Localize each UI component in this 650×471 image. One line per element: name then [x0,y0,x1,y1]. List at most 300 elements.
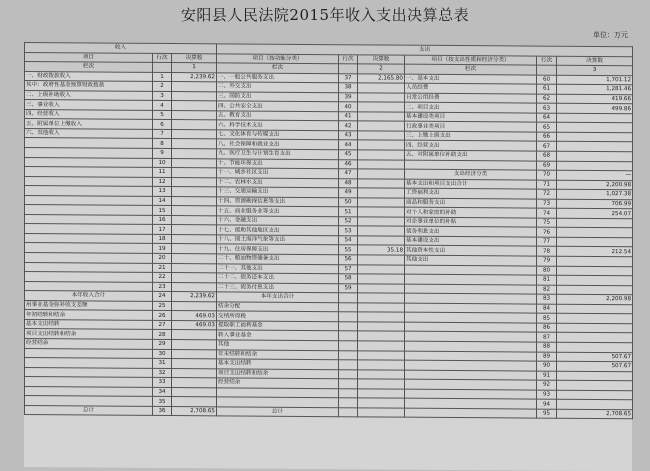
report-sheet [24,42,632,471]
income-amount [172,215,217,225]
expense-func-amount [358,360,405,370]
income-row: 13 [153,187,172,197]
income-amount [172,120,217,130]
expense-func-amount [358,284,405,294]
income-row: 4 [153,101,172,111]
expense-func-amount [358,112,405,122]
expense-func-item: 五、教育支出 [217,111,339,121]
expense-func-amount [358,322,405,332]
income-row: 33 [153,378,172,388]
income-amount [172,244,217,254]
col-func-item: 项目（按功能分类） [217,53,339,63]
expense-econ-row: 79 [537,256,557,266]
expense-econ-amount [557,256,633,266]
expense-func-row: 45 [339,150,358,160]
expense-econ-item: 工资福利支出 [405,188,537,198]
expense-econ-row: 86 [537,323,557,333]
expense-econ-row: 95 [537,409,557,419]
income-row: 20 [153,253,172,263]
income-amount [172,196,217,206]
income-amount [172,349,217,359]
expense-econ-row: 88 [537,342,557,352]
expense-econ-amount [557,380,633,390]
expense-func-item: 提取职工福利基金 [217,321,339,331]
income-amount [172,254,217,264]
expense-func-row: 37 [339,73,358,83]
income-row: 22 [153,273,172,283]
expense-econ-row: 69 [537,161,557,171]
lanci-label: 栏次 [405,64,537,74]
income-amount [172,82,217,92]
income-row: 32 [153,368,172,378]
expense-econ-row: 80 [537,266,557,276]
expense-econ-amount [557,218,633,228]
expense-econ-row: 66 [537,132,557,142]
income-row: 21 [153,263,172,273]
expense-func-amount [358,274,405,284]
expense-func-row: 48 [339,178,358,188]
expense-econ-row: 67 [537,142,557,152]
col-amount: 决算数 [172,53,217,63]
expense-func-row [339,388,358,398]
col-amount: 决算数 [557,56,633,66]
expense-func-row: 54 [339,236,358,246]
expense-func-amount [358,264,405,274]
expense-func-item: 十二、农林水支出 [217,178,339,188]
income-amount [172,368,217,378]
expense-func-row: 58 [339,274,358,284]
expense-econ-item: 三、上缴上级支出 [405,131,537,141]
expense-func-item: 六、科学技术支出 [217,120,339,130]
income-amount [172,359,217,369]
expense-econ-amount [557,132,633,142]
expense-econ-row: 65 [537,122,557,132]
income-row: 6 [153,120,172,130]
expense-func-item: 基本支出结转 [217,359,339,369]
expense-func-amount [358,198,405,208]
expense-func-item: 十七、援助其他地区支出 [217,225,339,235]
expense-econ-row: 71 [537,180,557,190]
income-amount [172,149,217,159]
income-amount [172,101,217,111]
expense-func-item: 十四、资源勘探信息等支出 [217,197,339,207]
income-row: 5 [153,110,172,120]
income-item: 本年收入合计 [25,291,153,301]
expense-econ-row: 73 [537,199,557,209]
income-item: 五、附属单位上缴收入 [25,119,153,129]
col-row: 行次 [153,53,172,63]
col-amount: 决算数 [358,54,405,64]
expense-func-amount [358,93,405,103]
expense-econ-amount [557,399,633,409]
expense-econ-amount: 499.86 [557,103,633,113]
expense-func-amount [358,188,405,198]
expense-func-amount [358,102,405,112]
expense-func-amount: 2,165.80 [358,73,405,83]
expense-func-amount [358,293,405,303]
expense-econ-amount: 507.67 [557,352,633,362]
expense-econ-amount [557,142,633,152]
expense-econ-row: 83 [537,294,557,304]
income-amount [172,378,217,388]
income-item: 三、事业收入 [25,100,153,110]
income-amount [172,273,217,283]
expense-func-amount [358,207,405,217]
expense-econ-amount [557,237,633,247]
expense-econ-row: 90 [537,361,557,371]
expense-func-row: 59 [339,283,358,293]
col-econ-item: 项目（按支出性质和经济分类） [405,55,537,65]
income-row: 25 [153,301,172,311]
expense-func-amount [358,131,405,141]
lanci-1: 1 [172,63,217,73]
expense-func-amount [358,83,405,93]
income-row: 28 [153,330,172,340]
expense-func-row: 44 [339,140,358,150]
expense-func-item: 总计 [217,407,339,417]
expense-func-item: 十一、城乡社区支出 [217,168,339,178]
expense-func-item: 其他 [217,340,339,350]
expense-func-row: 49 [339,188,358,198]
expense-func-item: 结余分配 [217,302,339,312]
expense-econ-amount: 1,027.38 [557,189,633,199]
expense-func-item: 交纳所得税 [217,311,339,321]
income-row: 7 [153,129,172,139]
income-amount [172,234,217,244]
income-header: 收入 [25,43,217,54]
income-amount [172,206,217,216]
income-amount [172,110,217,120]
income-item: 项目支出结转和结余 [25,329,153,339]
expense-econ-row: 82 [537,285,557,295]
income-row: 31 [153,358,172,368]
lanci-3: 3 [557,65,633,75]
col-item: 项目 [25,52,153,62]
expense-func-amount [358,140,405,150]
expense-econ-amount: 2,200.98 [557,294,633,304]
lanci-label: 栏次 [217,63,339,73]
expense-func-item: 一、一般公共服务支出 [217,72,339,82]
expense-func-amount [358,178,405,188]
expense-econ-item: 五、对附属单位补助支出 [405,150,537,160]
expense-econ-amount [557,228,633,238]
expense-econ-item: 其他支出 [405,255,537,265]
expense-econ-amount: 254.07 [557,209,633,219]
income-item: 一、财政拨款收入 [25,71,153,81]
expense-func-item: 九、医疗卫生与计划生育支出 [217,149,339,159]
expense-func-item: 十八、国土海洋气象等支出 [217,235,339,245]
expense-func-amount [358,217,405,227]
expense-func-row [339,293,358,303]
expense-func-item: 四、公共安全支出 [217,101,339,111]
income-row: 12 [153,177,172,187]
expense-func-row [339,360,358,370]
expense-econ-item: 支出经济分类 [405,169,537,179]
income-item: 年初结转和结余 [25,310,153,320]
income-row: 36 [153,406,172,416]
expense-func-row [339,322,358,332]
expense-func-amount [358,331,405,341]
expense-econ-row: 84 [537,304,557,314]
income-row: 11 [153,168,172,178]
expense-econ-row: 60 [537,75,557,85]
income-row: 2 [153,82,172,92]
income-item: 经营结余 [25,338,153,348]
expense-func-amount [358,398,405,408]
expense-econ-item: 基本支出和项目支出合计 [405,179,537,189]
expense-econ-row: 92 [537,380,557,390]
unit-label: 单位：万元 [593,31,628,39]
expense-func-row: 42 [339,121,358,131]
income-row: 26 [153,311,172,321]
expense-func-item: 转入事业基金 [217,330,339,340]
expense-econ-row: 91 [537,371,557,381]
expense-func-row: 43 [339,131,358,141]
expense-econ-amount: 1,281.46 [557,84,633,94]
expense-func-row: 51 [339,207,358,217]
expense-econ-row: 61 [537,84,557,94]
lanci-2: 2 [358,64,405,74]
expense-econ-amount [557,161,633,171]
income-amount: 2,708.65 [172,406,217,416]
expense-func-item: 八、社会保障和就业支出 [217,139,339,149]
income-row: 3 [153,91,172,101]
income-amount [172,301,217,311]
expense-econ-row: 63 [537,103,557,113]
income-row: 14 [153,196,172,206]
expense-func-item: 经营结余 [217,378,339,388]
expense-econ-row: 89 [537,352,557,362]
expense-func-amount [358,379,405,389]
expense-econ-row: 62 [537,94,557,104]
income-row: 35 [153,397,172,407]
expense-func-amount [358,159,405,169]
report-title: 安阳县人民法院2015年收入支出决算总表 [180,6,470,24]
expense-func-item: 本年支出合计 [217,292,339,302]
expense-func-amount [358,389,405,399]
lanci-label: 栏次 [25,62,153,72]
expense-econ-amount: 2,708.65 [557,409,633,419]
expense-econ-amount: 212.54 [557,247,633,257]
expense-econ-row: 76 [537,227,557,237]
expense-func-amount [358,226,405,236]
table-body [25,71,633,419]
expense-econ-amount: 419.66 [557,94,633,104]
expense-econ-item [405,408,537,418]
expense-func-row: 57 [339,264,358,274]
expense-func-item: 七、文化体育与传媒支出 [217,130,339,140]
income-amount [172,339,217,349]
income-row: 9 [153,148,172,158]
expense-econ-row: 78 [537,247,557,257]
expense-econ-row: 75 [537,218,557,228]
income-row: 34 [153,387,172,397]
expense-func-amount [358,236,405,246]
expense-econ-row: 70 [537,170,557,180]
expense-func-item: 十、节能环保支出 [217,158,339,168]
expense-func-amount: 35.18 [358,245,405,255]
expense-func-row [339,350,358,360]
income-row: 17 [153,225,172,235]
income-row: 8 [153,139,172,149]
income-row: 23 [153,282,172,292]
expense-func-row: 56 [339,255,358,265]
expense-econ-item: 行政事业类项目 [405,122,537,132]
expense-func-item: 二、外交支出 [217,82,339,92]
expense-func-item: 二十二、债务还本支出 [217,273,339,283]
expense-econ-item: 基本建设支出 [405,236,537,246]
income-amount [172,263,217,273]
income-amount [172,225,217,235]
expense-func-item: 二十三、债务付息支出 [217,283,339,293]
income-row: 1 [153,72,172,82]
income-amount: 2,239.62 [172,292,217,302]
income-item: 基本支出结转 [25,319,153,329]
expense-econ-amount [557,390,633,400]
income-row: 10 [153,158,172,168]
expense-func-amount [358,408,405,418]
expense-func-row: 50 [339,197,358,207]
expense-econ-amount [557,314,633,324]
expense-econ-row: 93 [537,390,557,400]
income-amount [172,158,217,168]
expense-func-amount [358,121,405,131]
expense-func-row [339,379,358,389]
expense-econ-row: 87 [537,332,557,342]
expense-econ-amount [557,371,633,381]
expense-func-row: 46 [339,159,358,169]
expense-econ-amount [557,285,633,295]
expense-func-row: 39 [339,92,358,102]
expense-func-row: 40 [339,102,358,112]
expense-econ-row: 68 [537,151,557,161]
expense-func-row [339,407,358,417]
expense-func-row [339,331,358,341]
expense-econ-amount [557,333,633,343]
income-amount [172,330,217,340]
expense-econ-item: 对企事业单位的补贴 [405,217,537,227]
expense-func-row: 47 [339,169,358,179]
income-row: 30 [153,349,172,359]
expense-func-row: 38 [339,83,358,93]
expense-func-item: 二十、粮油物资储备支出 [217,254,339,264]
expense-func-item: 三、国防支出 [217,92,339,102]
expense-func-row: 53 [339,226,358,236]
income-amount: 469.03 [172,320,217,330]
expense-func-amount [358,312,405,322]
income-amount [172,187,217,197]
income-row: 29 [153,339,172,349]
income-row: 27 [153,320,172,330]
expense-econ-item: 基本建设类项目 [405,112,537,122]
expense-econ-row: 77 [537,237,557,247]
expense-func-item: 十六、金融支出 [217,216,339,226]
expense-func-row: 41 [339,112,358,122]
expense-func-item: 年末结转和结余 [217,349,339,359]
expense-econ-amount [557,113,633,123]
expense-func-row: 55 [339,245,358,255]
income-item: 总计 [25,405,153,415]
expense-func-row [339,369,358,379]
expense-econ-item: 日常公用经费 [405,93,537,103]
expense-econ-amount [557,266,633,276]
expense-func-item: 十三、交通运输支出 [217,187,339,197]
income-amount: 2,239.62 [172,72,217,82]
income-item: 用事业基金弥补收支差额 [25,300,153,310]
expense-func-amount [358,369,405,379]
expense-econ-item: 人员经费 [405,83,537,93]
income-item: 六、其他收入 [25,128,153,138]
expense-func-row [339,398,358,408]
income-amount: 469.03 [172,311,217,321]
expense-econ-amount: 2,200.98 [557,180,633,190]
expense-econ-item: 对个人和家庭的补助 [405,207,537,217]
expense-econ-amount [557,323,633,333]
expense-func-amount [358,255,405,265]
expense-func-row: 52 [339,217,358,227]
income-amount [172,397,217,407]
expense-econ-amount: 1,701.12 [557,75,633,85]
expense-econ-row: 74 [537,208,557,218]
expense-econ-amount: 507.67 [557,361,633,371]
summary-table [24,42,633,420]
expense-econ-amount [557,304,633,314]
expense-econ-amount: — [557,170,633,180]
expense-func-amount [358,150,405,160]
expense-econ-row: 72 [537,189,557,199]
expense-econ-amount [557,275,633,285]
income-row: 24 [153,292,172,302]
col-row: 行次 [537,56,557,66]
income-amount [172,282,217,292]
income-amount [172,387,217,397]
income-row: 18 [153,234,172,244]
expense-econ-row: 94 [537,399,557,409]
expense-func-item: 二十一、其他支出 [217,263,339,273]
income-amount [172,139,217,149]
income-amount [172,129,217,139]
expense-func-amount [358,303,405,313]
expense-header: 支出 [217,44,633,56]
expense-func-row [339,312,358,322]
expense-econ-item: 一、基本支出 [405,74,537,84]
income-amount [172,91,217,101]
income-item: 二、上级补助收入 [25,90,153,100]
expense-econ-item: 二、项目支出 [405,102,537,112]
expense-func-amount [358,169,405,179]
income-amount [172,177,217,187]
expense-econ-item: 四、经营支出 [405,141,537,151]
expense-econ-row: 64 [537,113,557,123]
col-row: 行次 [339,54,358,64]
income-item: 四、经营收入 [25,109,153,119]
expense-econ-item: 商品和服务支出 [405,198,537,208]
expense-func-item: 项目支出结转和结余 [217,368,339,378]
expense-econ-amount [557,342,633,352]
income-row: 16 [153,215,172,225]
expense-econ-item: 其他资本性支出 [405,246,537,256]
expense-func-item: 十五、商业服务业等支出 [217,206,339,216]
expense-func-amount [358,341,405,351]
expense-econ-amount: 706.99 [557,199,633,209]
expense-func-amount [358,350,405,360]
income-row: 19 [153,244,172,254]
expense-func-row [339,302,358,312]
income-row: 15 [153,206,172,216]
expense-econ-item: 债务利息支出 [405,227,537,237]
expense-econ-row: 85 [537,313,557,323]
expense-func-row [339,341,358,351]
